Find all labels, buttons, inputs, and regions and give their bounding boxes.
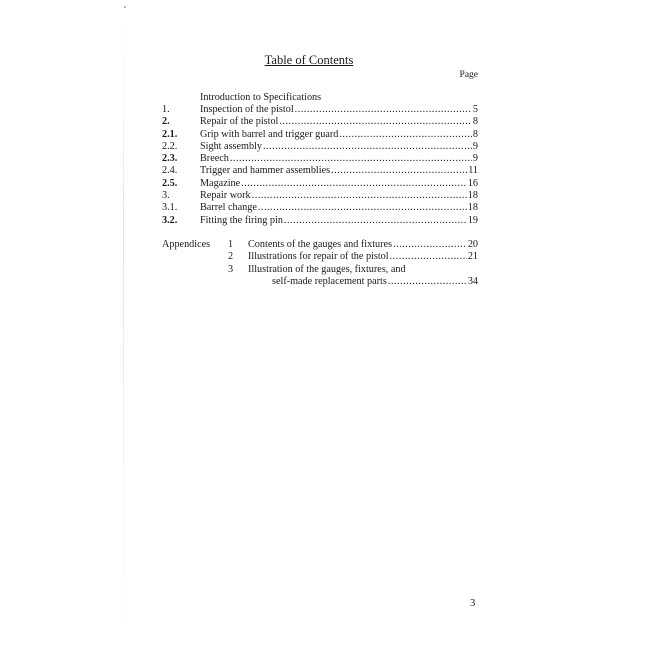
appendix-title: Contents of the gauges and fixtures	[248, 239, 393, 250]
page-column-header: Page	[459, 70, 478, 80]
toc-entry-number: 2.3.	[162, 153, 178, 165]
toc-list	[162, 104, 478, 227]
toc-entry-title: Breech	[200, 153, 229, 165]
toc-entry-page: 18	[467, 202, 478, 214]
toc-entry-number: 2.2.	[162, 140, 178, 152]
toc-entry-page: 9	[472, 153, 478, 165]
toc-entry	[162, 178, 478, 190]
scan-speck	[124, 6, 126, 8]
dot-leader	[331, 165, 467, 177]
dot-leader	[263, 141, 472, 153]
appendix-entry	[162, 251, 478, 263]
appendix-title: Illustrations for repair of the pistol	[248, 251, 389, 263]
dot-leader	[295, 104, 472, 116]
dot-leader	[279, 116, 472, 128]
dot-leader	[284, 215, 467, 227]
toc-entry-page: 19	[467, 214, 478, 226]
appendix-entry-continuation	[162, 276, 478, 288]
toc-entry-page: 5	[472, 104, 478, 115]
appendix-title-continuation: self-made replacement parts	[272, 276, 387, 288]
toc-entry-number: 2.5.	[162, 177, 178, 189]
appendix-number: 2	[228, 251, 234, 263]
toc-entry-page: 11	[468, 165, 478, 177]
dot-leader	[258, 202, 467, 214]
appendix-number: 1	[228, 239, 234, 250]
appendices-list	[162, 239, 478, 289]
dot-leader	[339, 129, 472, 141]
scan-edge	[123, 18, 124, 636]
toc-entry-page: 9	[472, 140, 478, 152]
appendix-page: 20	[467, 239, 478, 250]
toc-entry-number: 2.	[162, 116, 170, 128]
toc-entry-title: Repair of the pistol	[200, 116, 279, 128]
toc-entry-number: 1.	[162, 104, 170, 115]
appendix-page: 34	[467, 276, 478, 288]
toc-entry	[162, 190, 478, 202]
dot-leader	[393, 239, 467, 251]
toc-entry-title: Fitting the firing pin	[200, 214, 283, 226]
toc-entry	[162, 104, 478, 116]
dot-leader	[241, 178, 467, 190]
toc-entry-page: 16	[467, 177, 478, 189]
toc-entry-number: 3.	[162, 190, 170, 202]
toc-title: Table of Contents	[264, 53, 354, 67]
toc-entry	[162, 202, 478, 214]
appendices-label: Appendices	[162, 239, 211, 250]
dot-leader	[390, 251, 467, 263]
toc-entry-title: Barrel change	[200, 202, 257, 214]
toc-entry-title: Grip with barrel and trigger guard	[200, 128, 339, 140]
toc-entry	[162, 141, 478, 153]
toc-entry-title: Sight assembly	[200, 140, 262, 152]
dot-leader	[230, 153, 472, 165]
toc-entry-page: 8	[472, 128, 478, 140]
toc-intro: Introduction to Specifications	[200, 92, 322, 103]
dot-leader	[388, 276, 467, 288]
toc-entry	[162, 153, 478, 165]
toc-entry-title: Magazine	[200, 177, 241, 189]
appendix-page: 21	[467, 251, 478, 263]
toc-entry-title: Repair work	[200, 190, 251, 202]
dot-leader	[252, 190, 467, 202]
toc-entry-number: 3.1.	[162, 202, 178, 214]
toc-entry	[162, 165, 478, 177]
toc-entry	[162, 215, 478, 227]
toc-entry-page: 8	[472, 116, 478, 128]
appendix-entry	[162, 239, 478, 251]
toc-entry-page: 18	[467, 190, 478, 202]
toc-entry-number: 3.2.	[162, 214, 178, 226]
toc-entry-number: 2.1.	[162, 128, 178, 140]
appendix-title: Illustration of the gauges, fixtures, and	[248, 263, 406, 275]
appendix-entry	[162, 264, 478, 276]
toc-entry-title: Inspection of the pistol	[200, 104, 294, 115]
toc-entry	[162, 129, 478, 141]
page-number: 3	[470, 598, 476, 609]
toc-entry	[162, 116, 478, 128]
appendix-number: 3	[228, 263, 234, 275]
toc-entry-title: Trigger and hammer assemblies	[200, 165, 331, 177]
toc-entry-number: 2.4.	[162, 165, 178, 177]
